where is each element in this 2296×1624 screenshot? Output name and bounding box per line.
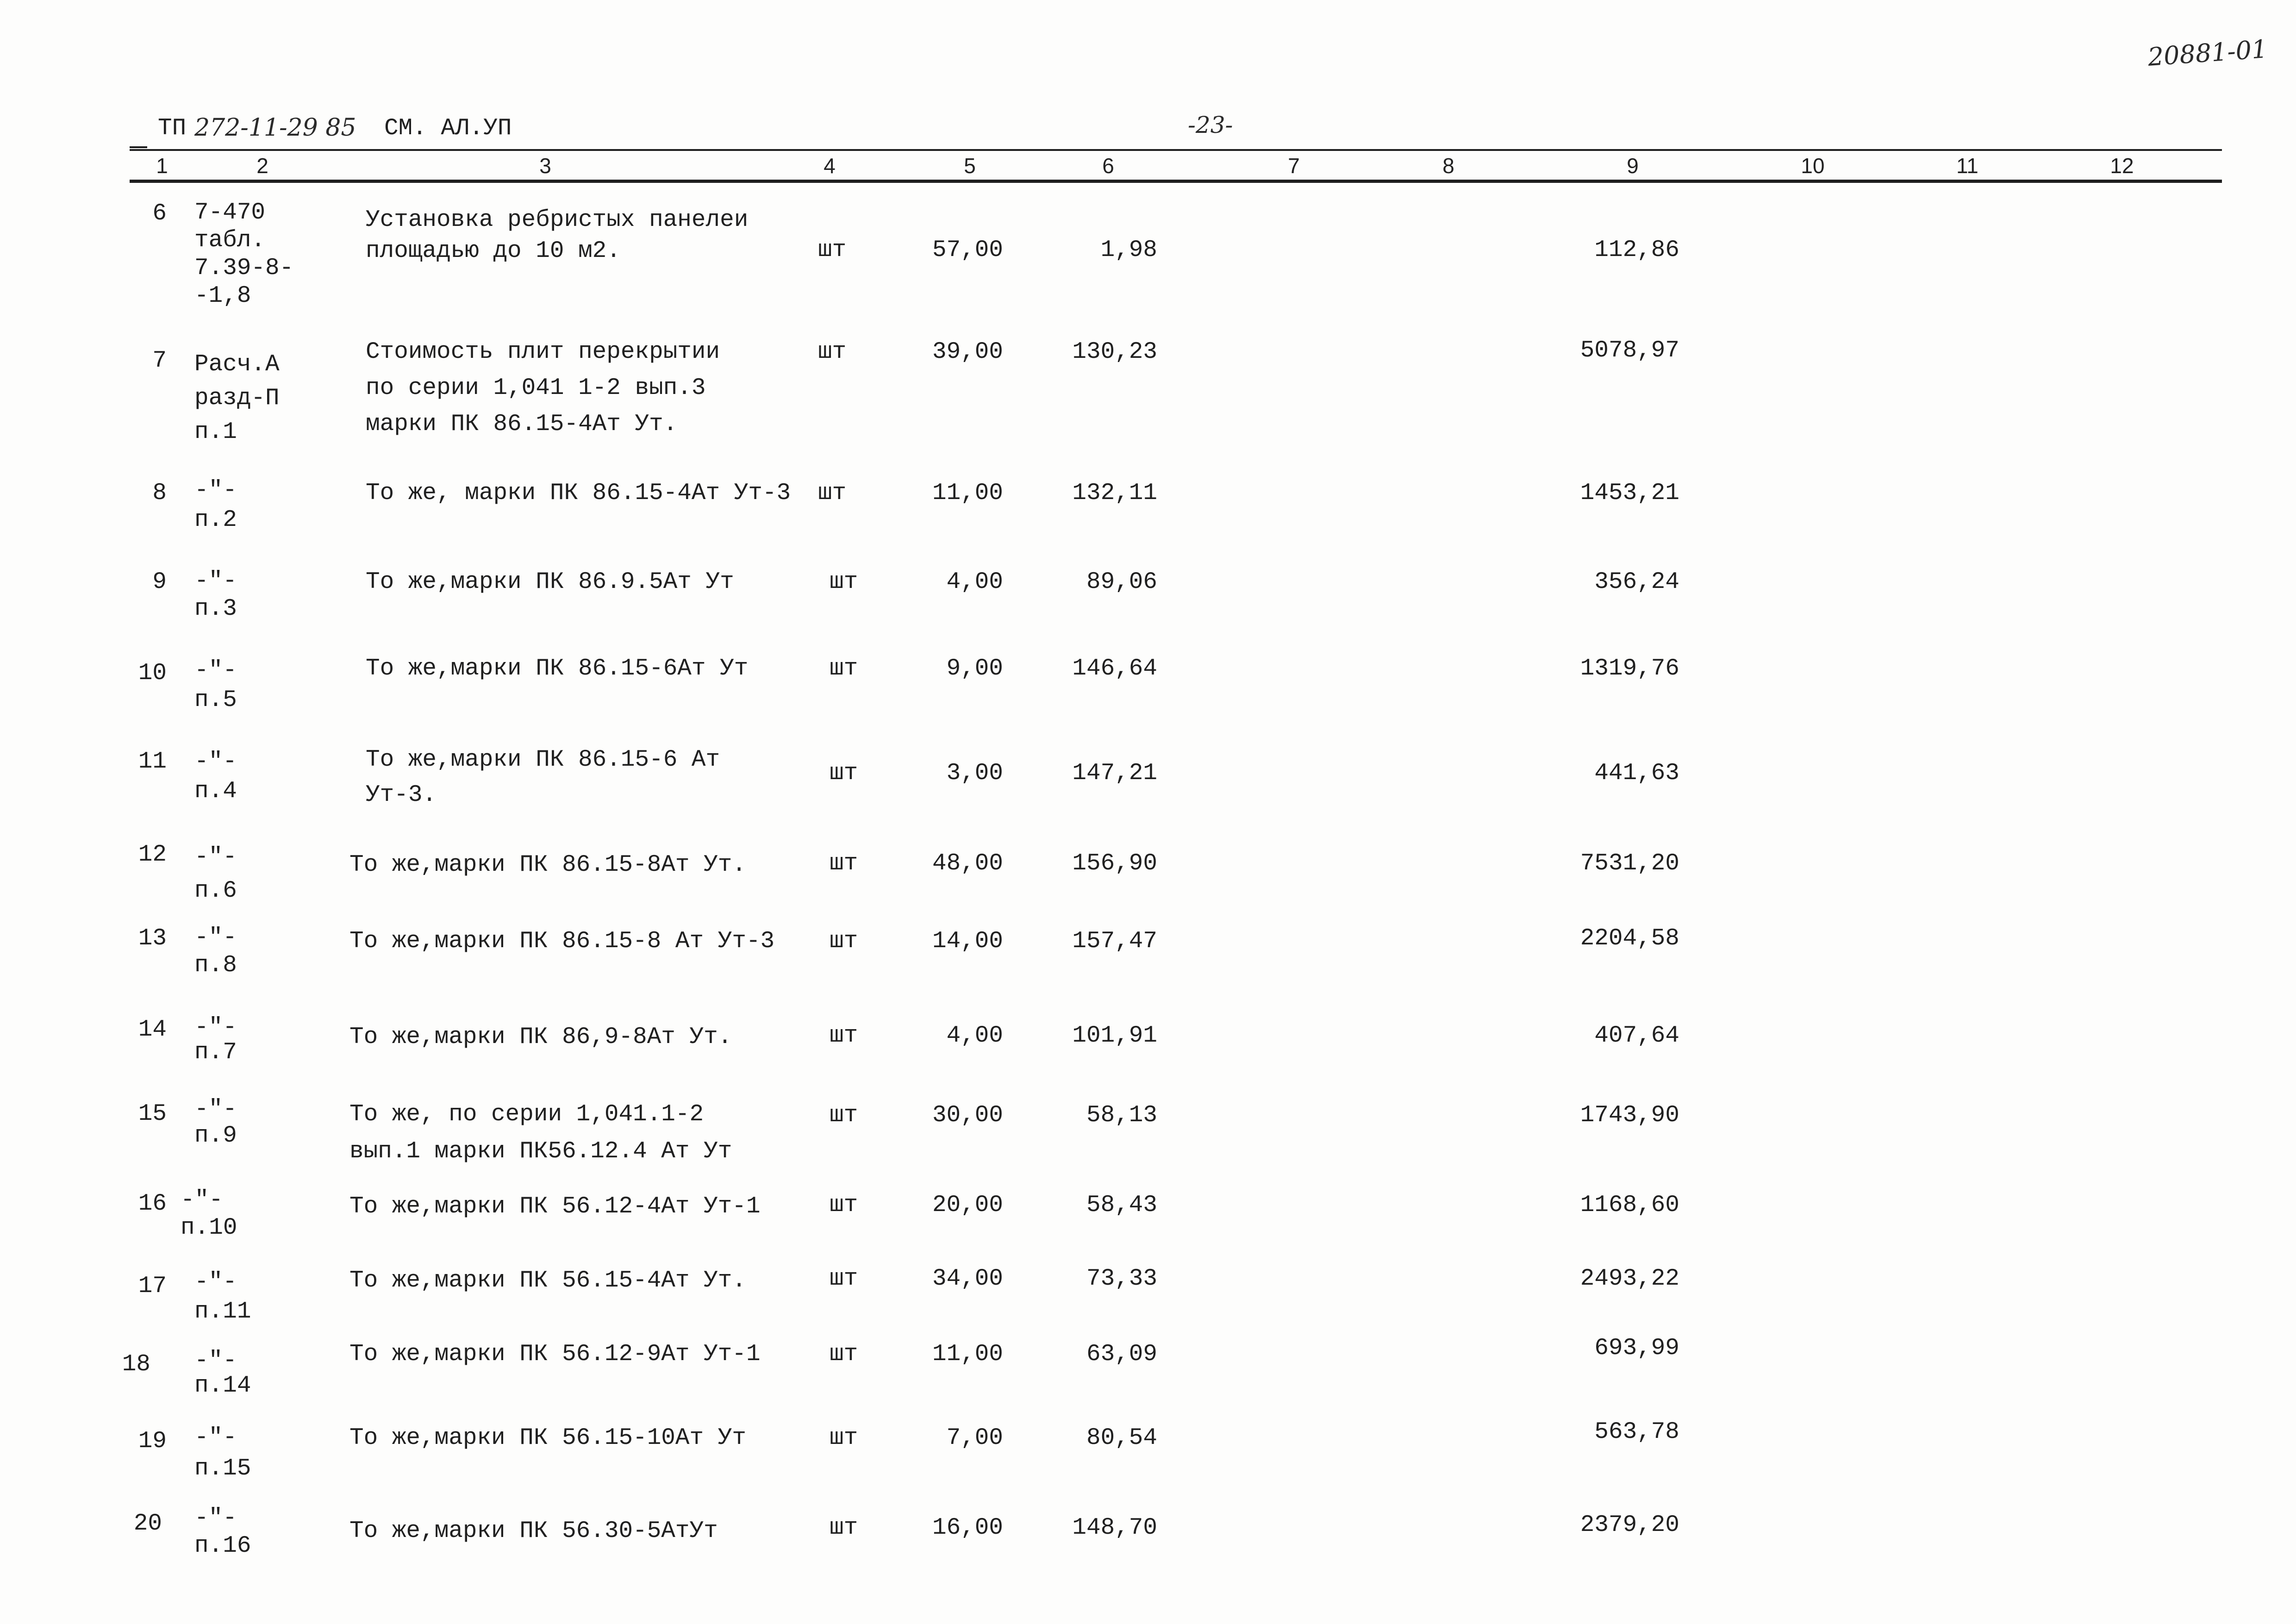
row-number: 12 xyxy=(138,842,167,868)
reference-line: -"- xyxy=(194,844,237,870)
description-line: То же,марки ПК 56.15-4Ат Ут. xyxy=(349,1268,746,1294)
document-section: СМ. АЛ.УП xyxy=(384,115,512,142)
header-rule-tick xyxy=(130,146,147,148)
unit-cell: шт xyxy=(830,656,858,682)
description-line: То же,марки ПК 56.12-4Ат Ут-1 xyxy=(349,1193,761,1220)
unit-cell: шт xyxy=(830,760,858,787)
reference-line: п.14 xyxy=(194,1373,251,1399)
reference-cell xyxy=(194,1268,251,1327)
description-line: площадью до 10 м2. xyxy=(366,238,621,264)
reference-line: -"- xyxy=(194,568,237,594)
header-rule-top xyxy=(130,149,2222,151)
unit-cell: шт xyxy=(830,1266,858,1292)
reference-line: -"- xyxy=(194,1014,237,1041)
reference-cell xyxy=(194,199,293,310)
column-number: 11 xyxy=(1956,154,1978,178)
description-cell xyxy=(349,850,746,880)
total-cost-cell: 1168,60 xyxy=(1580,1192,1679,1218)
reference-cell xyxy=(194,1422,251,1484)
description-cell xyxy=(366,743,720,813)
description-cell xyxy=(366,479,791,508)
header-rule-bottom xyxy=(130,180,2222,183)
description-line: марки ПК 86.15-4Ат Ут. xyxy=(366,411,678,437)
row-number: 7 xyxy=(152,348,167,374)
unit-price-cell: 89,06 xyxy=(1086,569,1157,595)
total-cost-cell: 563,78 xyxy=(1594,1419,1679,1445)
reference-line: разд-П xyxy=(194,385,280,412)
quantity-cell: 34,00 xyxy=(932,1266,1003,1292)
unit-price-cell: 73,33 xyxy=(1086,1266,1157,1292)
reference-cell xyxy=(194,476,237,535)
unit-price-cell: 148,70 xyxy=(1072,1515,1157,1541)
row-number: 14 xyxy=(138,1017,167,1043)
total-cost-cell: 1319,76 xyxy=(1580,656,1679,682)
column-number: 8 xyxy=(1442,154,1454,178)
description-line: То же,марки ПК 86,9-8Ат Ут. xyxy=(349,1024,732,1050)
description-line: Ут-3. xyxy=(366,782,437,808)
unit-price-cell: 101,91 xyxy=(1072,1023,1157,1049)
reference-cell xyxy=(194,924,237,980)
row-number: 19 xyxy=(138,1428,167,1455)
column-number: 12 xyxy=(2110,154,2134,178)
reference-cell xyxy=(194,840,237,908)
unit-cell: шт xyxy=(830,1425,858,1451)
reference-line: п.15 xyxy=(194,1455,251,1482)
description-line: То же,марки ПК 86.15-6Ат Ут xyxy=(366,656,749,682)
unit-price-cell: 146,64 xyxy=(1072,656,1157,682)
reference-cell xyxy=(194,1505,251,1560)
description-cell xyxy=(366,568,734,597)
page-number: -23- xyxy=(1188,112,1233,138)
row-number: 10 xyxy=(138,660,167,687)
description-line: То же,марки ПК 86.15-8Ат Ут. xyxy=(349,852,746,878)
quantity-cell: 57,00 xyxy=(932,237,1003,263)
unit-cell: шт xyxy=(818,480,847,506)
reference-line: п.2 xyxy=(194,507,237,533)
description-line: То же,марки ПК 56.15-10Ат Ут xyxy=(349,1425,746,1451)
unit-cell: шт xyxy=(830,1515,858,1541)
unit-price-cell: 157,47 xyxy=(1072,928,1157,955)
unit-cell: шт xyxy=(830,1023,858,1049)
unit-cell: шт xyxy=(830,928,858,955)
reference-line: п.5 xyxy=(194,687,237,713)
reference-line: -1,8 xyxy=(194,283,251,309)
quantity-cell: 4,00 xyxy=(946,1023,1003,1049)
reference-line: п.6 xyxy=(194,878,237,904)
row-number: 8 xyxy=(152,480,167,506)
description-line: То же,марки ПК 56.30-5АтУт xyxy=(349,1518,718,1544)
archive-number: 20881-01 xyxy=(2146,34,2269,72)
reference-line: табл. xyxy=(194,227,266,254)
total-cost-cell: 407,64 xyxy=(1594,1023,1679,1049)
column-number: 9 xyxy=(1627,154,1639,178)
description-line: То же, марки ПК 86.15-4Ат Ут-3 xyxy=(366,480,791,506)
reference-cell xyxy=(194,1096,237,1149)
document-series: ТП xyxy=(158,115,187,142)
row-number: 18 xyxy=(122,1351,150,1378)
reference-line: -"- xyxy=(194,749,237,775)
description-line: То же,марки ПК 86.15-8 Ат Ут-3 xyxy=(349,928,775,955)
quantity-cell: 7,00 xyxy=(946,1425,1003,1451)
unit-price-cell: 156,90 xyxy=(1072,850,1157,877)
unit-cell: шт xyxy=(818,237,847,263)
reference-cell xyxy=(181,1187,237,1242)
reference-line: -"- xyxy=(194,1096,237,1123)
reference-line: -"- xyxy=(194,1348,237,1374)
unit-price-cell: 1,98 xyxy=(1100,237,1157,263)
reference-line: п.10 xyxy=(181,1215,237,1241)
unit-cell: шт xyxy=(830,850,858,877)
quantity-cell: 9,00 xyxy=(946,656,1003,682)
reference-cell xyxy=(194,1015,237,1065)
description-line: То же,марки ПК 86.15-6 Ат xyxy=(366,747,720,773)
column-number: 10 xyxy=(1801,154,1825,178)
quantity-cell: 11,00 xyxy=(932,1341,1003,1368)
unit-cell: шт xyxy=(830,1192,858,1218)
description-cell xyxy=(349,1096,732,1170)
reference-cell xyxy=(194,747,237,806)
project-number: 272-11-29 85 xyxy=(194,114,356,142)
description-cell xyxy=(349,1340,761,1369)
reference-line: п.7 xyxy=(194,1039,237,1066)
column-number: 5 xyxy=(964,154,976,178)
total-cost-cell: 2493,22 xyxy=(1580,1266,1679,1292)
description-cell xyxy=(366,205,748,267)
total-cost-cell: 1453,21 xyxy=(1580,480,1679,506)
total-cost-cell: 2379,20 xyxy=(1580,1512,1679,1538)
row-number: 11 xyxy=(138,749,167,775)
description-line: по серии 1,041 1-2 вып.3 xyxy=(366,375,706,401)
description-line: вып.1 марки ПК56.12.4 Ат Ут xyxy=(349,1138,732,1165)
quantity-cell: 30,00 xyxy=(932,1102,1003,1129)
unit-price-cell: 58,13 xyxy=(1086,1102,1157,1129)
row-number: 15 xyxy=(138,1101,167,1127)
total-cost-cell: 1743,90 xyxy=(1580,1102,1679,1129)
row-number: 13 xyxy=(138,925,167,952)
description-cell xyxy=(349,1424,746,1453)
column-number: 1 xyxy=(156,154,168,178)
reference-line: п.11 xyxy=(194,1299,251,1325)
description-cell xyxy=(349,927,774,956)
quantity-cell: 48,00 xyxy=(932,850,1003,877)
row-number: 17 xyxy=(138,1273,167,1299)
reference-line: п.8 xyxy=(194,952,237,979)
reference-line: -"- xyxy=(194,924,237,951)
unit-price-cell: 80,54 xyxy=(1086,1425,1157,1451)
row-number: 6 xyxy=(152,200,167,227)
description-line: Установка ребристых панелеи xyxy=(366,207,749,233)
total-cost-cell: 7531,20 xyxy=(1580,850,1679,877)
unit-cell: шт xyxy=(830,1102,858,1129)
reference-line: -"- xyxy=(194,477,237,504)
reference-cell xyxy=(194,656,237,715)
reference-cell xyxy=(194,1349,251,1399)
row-number: 20 xyxy=(133,1511,162,1537)
description-line: Стоимость плит перекрытии xyxy=(366,339,720,365)
quantity-cell: 16,00 xyxy=(932,1515,1003,1541)
column-number: 6 xyxy=(1102,154,1114,178)
reference-line: п.4 xyxy=(194,778,237,805)
description-cell xyxy=(366,334,720,443)
column-number: 4 xyxy=(824,154,836,178)
unit-cell: шт xyxy=(818,339,847,365)
column-number: 3 xyxy=(539,154,551,178)
total-cost-cell: 112,86 xyxy=(1594,237,1679,263)
row-number: 16 xyxy=(138,1191,167,1217)
reference-line: -"- xyxy=(194,1269,237,1295)
total-cost-cell: 356,24 xyxy=(1594,569,1679,595)
total-cost-cell: 441,63 xyxy=(1594,760,1679,787)
description-line: То же,марки ПК 56.12-9Ат Ут-1 xyxy=(349,1341,761,1368)
column-number: 7 xyxy=(1288,154,1300,178)
total-cost-cell: 2204,58 xyxy=(1580,925,1679,952)
reference-line: 7-470 xyxy=(194,200,266,226)
quantity-cell: 14,00 xyxy=(932,928,1003,955)
column-number: 2 xyxy=(256,154,268,178)
unit-price-cell: 58,43 xyxy=(1086,1192,1157,1218)
reference-line: п.3 xyxy=(194,596,237,622)
reference-cell xyxy=(194,348,280,449)
unit-cell: шт xyxy=(830,1341,858,1368)
total-cost-cell: 693,99 xyxy=(1594,1335,1679,1362)
description-cell xyxy=(349,1192,761,1222)
description-cell xyxy=(349,1023,732,1052)
reference-line: -"- xyxy=(194,1505,237,1531)
description-line: То же, по серии 1,041.1-2 xyxy=(349,1101,704,1128)
description-cell xyxy=(366,654,748,684)
description-cell xyxy=(349,1266,746,1296)
row-number: 9 xyxy=(152,569,167,595)
reference-line: -"- xyxy=(194,657,237,684)
unit-price-cell: 130,23 xyxy=(1072,339,1157,365)
unit-price-cell: 147,21 xyxy=(1072,760,1157,787)
quantity-cell: 3,00 xyxy=(946,760,1003,787)
reference-line: Расч.А xyxy=(194,351,280,378)
unit-cell: шт xyxy=(830,569,858,595)
unit-price-cell: 63,09 xyxy=(1086,1341,1157,1368)
quantity-cell: 39,00 xyxy=(932,339,1003,365)
description-cell xyxy=(349,1517,718,1546)
quantity-cell: 11,00 xyxy=(932,480,1003,506)
total-cost-cell: 5078,97 xyxy=(1580,337,1679,364)
reference-line: 7.39-8- xyxy=(194,255,294,281)
reference-line: п.16 xyxy=(194,1533,251,1559)
reference-line: п.9 xyxy=(194,1123,237,1149)
reference-cell xyxy=(194,568,237,623)
description-line: То же,марки ПК 86.9.5Ат Ут xyxy=(366,569,734,595)
reference-line: -"- xyxy=(181,1187,223,1213)
quantity-cell: 20,00 xyxy=(932,1192,1003,1218)
reference-line: п.1 xyxy=(194,419,237,445)
quantity-cell: 4,00 xyxy=(946,569,1003,595)
reference-line: -"- xyxy=(194,1424,237,1451)
unit-price-cell: 132,11 xyxy=(1072,480,1157,506)
